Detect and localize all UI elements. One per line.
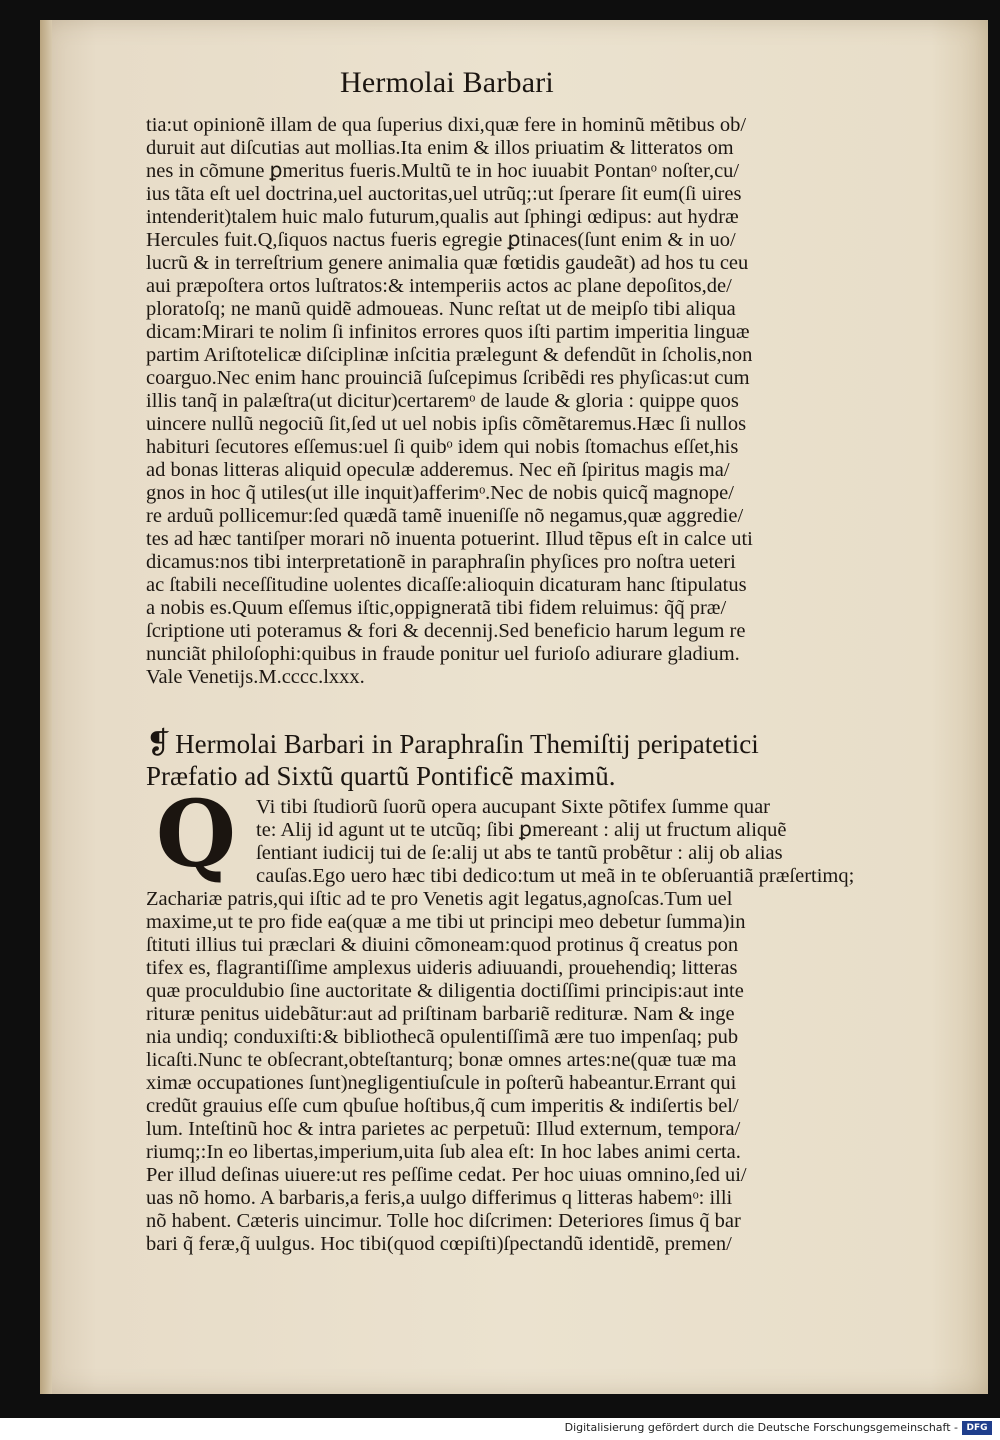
text-line: uas nõ homo. A barbaris,a feris,a uulgo differimus q litteras habemᵒ: illi	[146, 1187, 733, 1209]
text-line: dicam:Mirari te nolim ſi infinitos errores quos iſti partim imperitia linguæ	[146, 321, 750, 343]
pilcrow-icon: ❡	[146, 727, 172, 760]
text-line: licaſti.Nunc te obſecrant,obteſtanturq; bonæ omnes artes:ne(quæ tuæ ma	[146, 1049, 737, 1071]
text-line: Per illud deſinas uiuere:ut res peſſime cedat. Per hoc uiuas omnino,ſed ui/	[146, 1164, 747, 1186]
text-block-letter-end	[146, 114, 936, 689]
text-line: illis tanq̃ in palæſtra(ut dicitur)certaremᵒ de laude & gloria : quippe quos	[146, 390, 739, 412]
text-line: Zachariæ patris,qui iſtic ad te pro Venetis agit legatus,agnoſcas.Tum uel	[146, 888, 733, 910]
text-line: habituri ſecutores eſſemus:uel ſi quibᵒ idem qui nobis ſtomachus eſſet,his	[146, 436, 739, 458]
text-line: Hercules fuit.Q,ſiquos nactus fueris egregie ꝑtinaces(ſunt enim & in uo/	[146, 229, 736, 251]
text-line: nõ habent. Cæteris uincimur. Tolle hoc diſcrimen: Deteriores ſimus q̃ bar	[146, 1210, 741, 1232]
text-line: Vi tibi ſtudiorũ ſuorũ opera aucupant Sixte põtifex ſumme quar	[256, 796, 771, 818]
text-line: riumq;:In eo libertas,imperium,uita ſub alea eſt: In hoc labes animi certa.	[146, 1141, 741, 1163]
heading-line-1	[146, 728, 936, 760]
decorated-initial: Q	[155, 780, 237, 888]
text-line: Vale Venetijs.M.cccc.lxxx.	[146, 666, 365, 688]
text-line: ad bonas litteras aliquid opeculæ adderemus. Nec eñ ſpiritus magis ma/	[146, 459, 730, 481]
text-line: a nobis es.Quum eſſemus iſtic,oppigneratã tibi fidem reluimus: q̃q̃ præ/	[146, 597, 727, 619]
text-line: ploratoſq; ne manũ quidẽ admoueas. Nunc reſtat ut de meipſo tibi aliqua	[146, 298, 736, 320]
text-line: cauſas.Ego uero hæc tibi dedico:tum ut meã in te obſeruantiã præſertimq;	[256, 865, 855, 887]
text-line: ximæ occupationes ſunt)negligentiuſcule in poſterũ habeantur.Errant qui	[146, 1072, 737, 1094]
text-line: ac ſtabili neceſſitudine uolentes dicaſſe:alioquin dicaturam hanc ſtipulatus	[146, 574, 747, 596]
text-block-preface	[146, 796, 936, 1256]
text-line: uincere nullũ negociũ ſit,ſed ut uel nobis ipſis cõmẽtaremus.Hæc ſi nullos	[146, 413, 747, 435]
text-line: quæ proculdubio ſine auctoritate & diligentia doctiſſimi principis:aut inte	[146, 980, 744, 1002]
text-line: nes in cõmune ꝑmeritus fueris.Multũ te in hoc iuuabit Pontanᵒ noſter,cu/	[146, 160, 740, 182]
text-line: re arduũ pollicemur:ſed quædã tamẽ inueniſſe nõ negamus,quæ aggredie/	[146, 505, 744, 527]
text-line: bari q̃ feræ,q̃ uulgus. Hoc tibi(quod cœpiſti)ſpectandũ identidẽ, premen/	[146, 1233, 732, 1255]
dfg-logo: DFG	[962, 1421, 992, 1435]
text-line: dicamus:nos tibi interpretationẽ in paraphraſin phyſices pro noſtra ueteri	[146, 551, 736, 573]
page-gutter-shadow	[40, 20, 52, 1394]
text-line: duruit aut diſcutias aut mollias.Ita enim & illos priuatim & litteratos om	[146, 137, 734, 159]
text-line: ſtituti illius tui præclari & diuini cõmoneam:quod protinus q̃ creatus pon	[146, 934, 739, 956]
text-line: tia:ut opinionẽ illam de qua ſuperius dixi,quæ fere in hominũ mẽtibus ob/	[146, 114, 747, 136]
digitization-credit: Digitalisierung gefördert durch die Deutsche Forschungsgemeinschaft -	[564, 1421, 958, 1434]
text-line: tes ad hæc tantiſper morari nõ inuenta potuerint. Illud tẽpus eſt in calce uti	[146, 528, 753, 550]
text-line: lum. Inteſtinũ hoc & intra parietes ac perpetuũ: Illud externum, tempora/	[146, 1118, 741, 1140]
section-heading	[146, 728, 936, 792]
text-line: lucrũ & in terreſtrium genere animalia quæ fœtidis gaudeãt) ad hos tu ceu	[146, 252, 749, 274]
text-line: intenderit)talem huic malo futurum,qualis aut ſphingi œdipus: aut hydræ	[146, 206, 739, 228]
text-line: credũt grauius eſſe cum qbuſue hoſtibus,q̃ cum imperitis & indiſertis bel/	[146, 1095, 739, 1117]
heading-title: Hermolai Barbari in Paraphraſin Themiſtij peripatetici	[175, 729, 759, 759]
text-line: nia undiq; conduxiſti:& bibliothecã opulentiſſimã ære tuo impenſaq; pub	[146, 1026, 739, 1048]
text-line: tifex es, flagrantiſſime amplexus uideris adiuuandi, prouehendiq; litteras	[146, 957, 738, 979]
text-line: partim Ariſtotelicæ diſciplinæ inſcitia prælegunt & defendũt in ſcholis,non	[146, 344, 753, 366]
text-line: coarguo.Nec enim hanc prouinciã ſuſcepimus ſcribẽdi res phyſicas:ut cum	[146, 367, 750, 389]
running-head: Hermolai Barbari	[340, 66, 554, 99]
text-line: aui præpoſtera ortos luſtratos:& intemperiis actos ac plane depoſitos,de/	[146, 275, 732, 297]
text-line: ius tãta eſt uel doctrina,uel auctoritas,uel utrũq;:ut ſperare ſit eum(ſi uires	[146, 183, 742, 205]
text-line: ſcriptione uti poteramus & fori & decennij.Sed beneficio harum legum re	[146, 620, 746, 642]
text-line: rituræ penitus uidebãtur:aut ad priſtinam barbariẽ redituræ. Nam & inge	[146, 1003, 735, 1025]
text-line: maxime,ut te pro fide ea(quæ a me tibi ut principi meo debetur ſumma)in	[146, 911, 746, 933]
text-line: te: Alij id agunt ut te utcũq; ſibi ꝑmereant : alij ut fructum aliquẽ	[256, 819, 787, 841]
text-line: nunciãt philoſophi:quibus in fraude ponitur uel furioſo adiurare gladium.	[146, 643, 740, 665]
heading-line-2: Præfatio ad Sixtũ quartũ Pontificẽ maximũ.	[146, 761, 616, 791]
text-line: ſentiant iudicij tui de ſe:alij ut abs te tantũ probẽtur : alij ob alias	[256, 842, 783, 864]
text-line: gnos in hoc q̃ utiles(ut ille inquit)afferimᵒ.Nec de nobis quicq̃ magnope/	[146, 482, 734, 504]
